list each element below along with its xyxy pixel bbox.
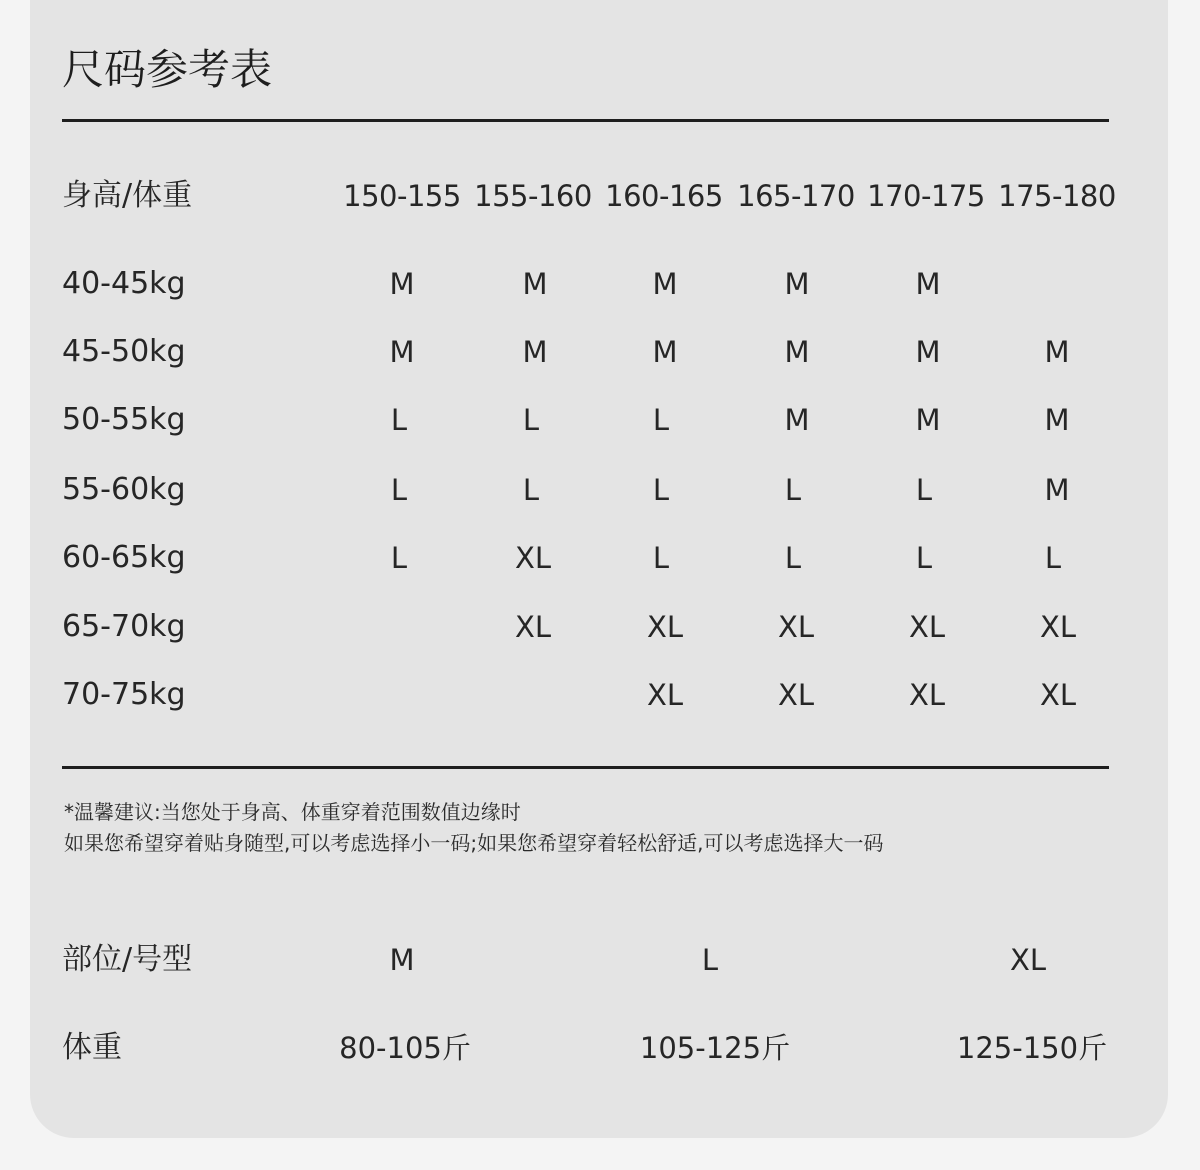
size-cell: M <box>389 335 415 369</box>
model-weight-cell: 105-125斤 <box>639 1031 791 1065</box>
weight-range-label: 40-45kg <box>62 266 186 301</box>
weight-range-label: 60-65kg <box>62 540 186 575</box>
size-cell: XL <box>514 610 552 644</box>
size-cell: L <box>390 541 408 575</box>
table-row <box>0 536 1200 580</box>
size-cell: XL <box>646 678 684 712</box>
size-cell: L <box>652 473 670 507</box>
size-cell: M <box>915 267 941 301</box>
page-title: 尺码参考表 <box>62 45 273 94</box>
size-cell: L <box>390 403 408 437</box>
size-cell: M <box>784 335 810 369</box>
size-cell: M <box>1044 473 1070 507</box>
size-cell: L <box>652 403 670 437</box>
size-cell: M <box>1044 403 1070 437</box>
weight-range-label: 55-60kg <box>62 472 186 507</box>
table-row <box>0 605 1200 649</box>
model-size-cell: M <box>389 943 415 977</box>
size-table-header-row <box>0 174 1200 218</box>
size-cell: M <box>652 335 678 369</box>
sizing-tip-line-2: 如果您希望穿着贴身随型,可以考虑选择小一码;如果您希望穿着轻松舒适,可以考虑选择大一码 <box>64 831 884 855</box>
size-cell: M <box>915 403 941 437</box>
size-cell: M <box>522 335 548 369</box>
size-cell: L <box>784 473 802 507</box>
size-cell: L <box>522 403 540 437</box>
size-cell: M <box>652 267 678 301</box>
size-cell: L <box>1044 541 1062 575</box>
height-range-header: 165-170 <box>737 179 855 213</box>
size-cell: XL <box>908 610 946 644</box>
part-size-header-label: 部位/号型 <box>62 942 193 977</box>
table-row <box>0 468 1200 512</box>
size-cell: XL <box>646 610 684 644</box>
size-cell: XL <box>1039 678 1077 712</box>
model-weight-cell: 125-150斤 <box>956 1031 1108 1065</box>
size-cell: M <box>389 267 415 301</box>
model-size-cell: L <box>701 943 719 977</box>
model-weight-cell: 80-105斤 <box>339 1031 471 1065</box>
size-cell: XL <box>777 678 815 712</box>
model-size-header-row <box>0 938 1200 982</box>
size-cell: XL <box>514 541 552 575</box>
weight-range-label: 45-50kg <box>62 334 186 369</box>
size-cell: XL <box>1039 610 1077 644</box>
size-cell: XL <box>908 678 946 712</box>
sizing-tip-line-1: *温馨建议:当您处于身高、体重穿着范围数值边缘时 <box>64 800 521 824</box>
table-row <box>0 262 1200 306</box>
title-divider <box>62 119 1109 122</box>
size-cell: M <box>915 335 941 369</box>
weight-range-label: 70-75kg <box>62 677 186 712</box>
size-cell: M <box>784 267 810 301</box>
table-divider <box>62 766 1109 769</box>
model-size-cell: XL <box>1009 943 1047 977</box>
model-weight-row <box>0 1026 1200 1070</box>
size-cell: M <box>1044 335 1070 369</box>
height-range-header: 150-155 <box>343 179 461 213</box>
weight-range-label: 50-55kg <box>62 402 186 437</box>
size-cell: L <box>652 541 670 575</box>
size-cell: L <box>915 541 933 575</box>
weight-row-label: 体重 <box>62 1030 122 1065</box>
height-range-header: 155-160 <box>474 179 592 213</box>
height-range-header: 175-180 <box>998 179 1116 213</box>
height-range-header: 170-175 <box>867 179 985 213</box>
table-row <box>0 673 1200 717</box>
size-cell: M <box>784 403 810 437</box>
height-weight-header-label: 身高/体重 <box>62 178 193 213</box>
height-range-header: 160-165 <box>605 179 723 213</box>
size-cell: L <box>522 473 540 507</box>
weight-range-label: 65-70kg <box>62 609 186 644</box>
table-row <box>0 398 1200 442</box>
size-cell: L <box>784 541 802 575</box>
table-row <box>0 330 1200 374</box>
size-cell: L <box>390 473 408 507</box>
size-cell: M <box>522 267 548 301</box>
size-cell: XL <box>777 610 815 644</box>
size-cell: L <box>915 473 933 507</box>
